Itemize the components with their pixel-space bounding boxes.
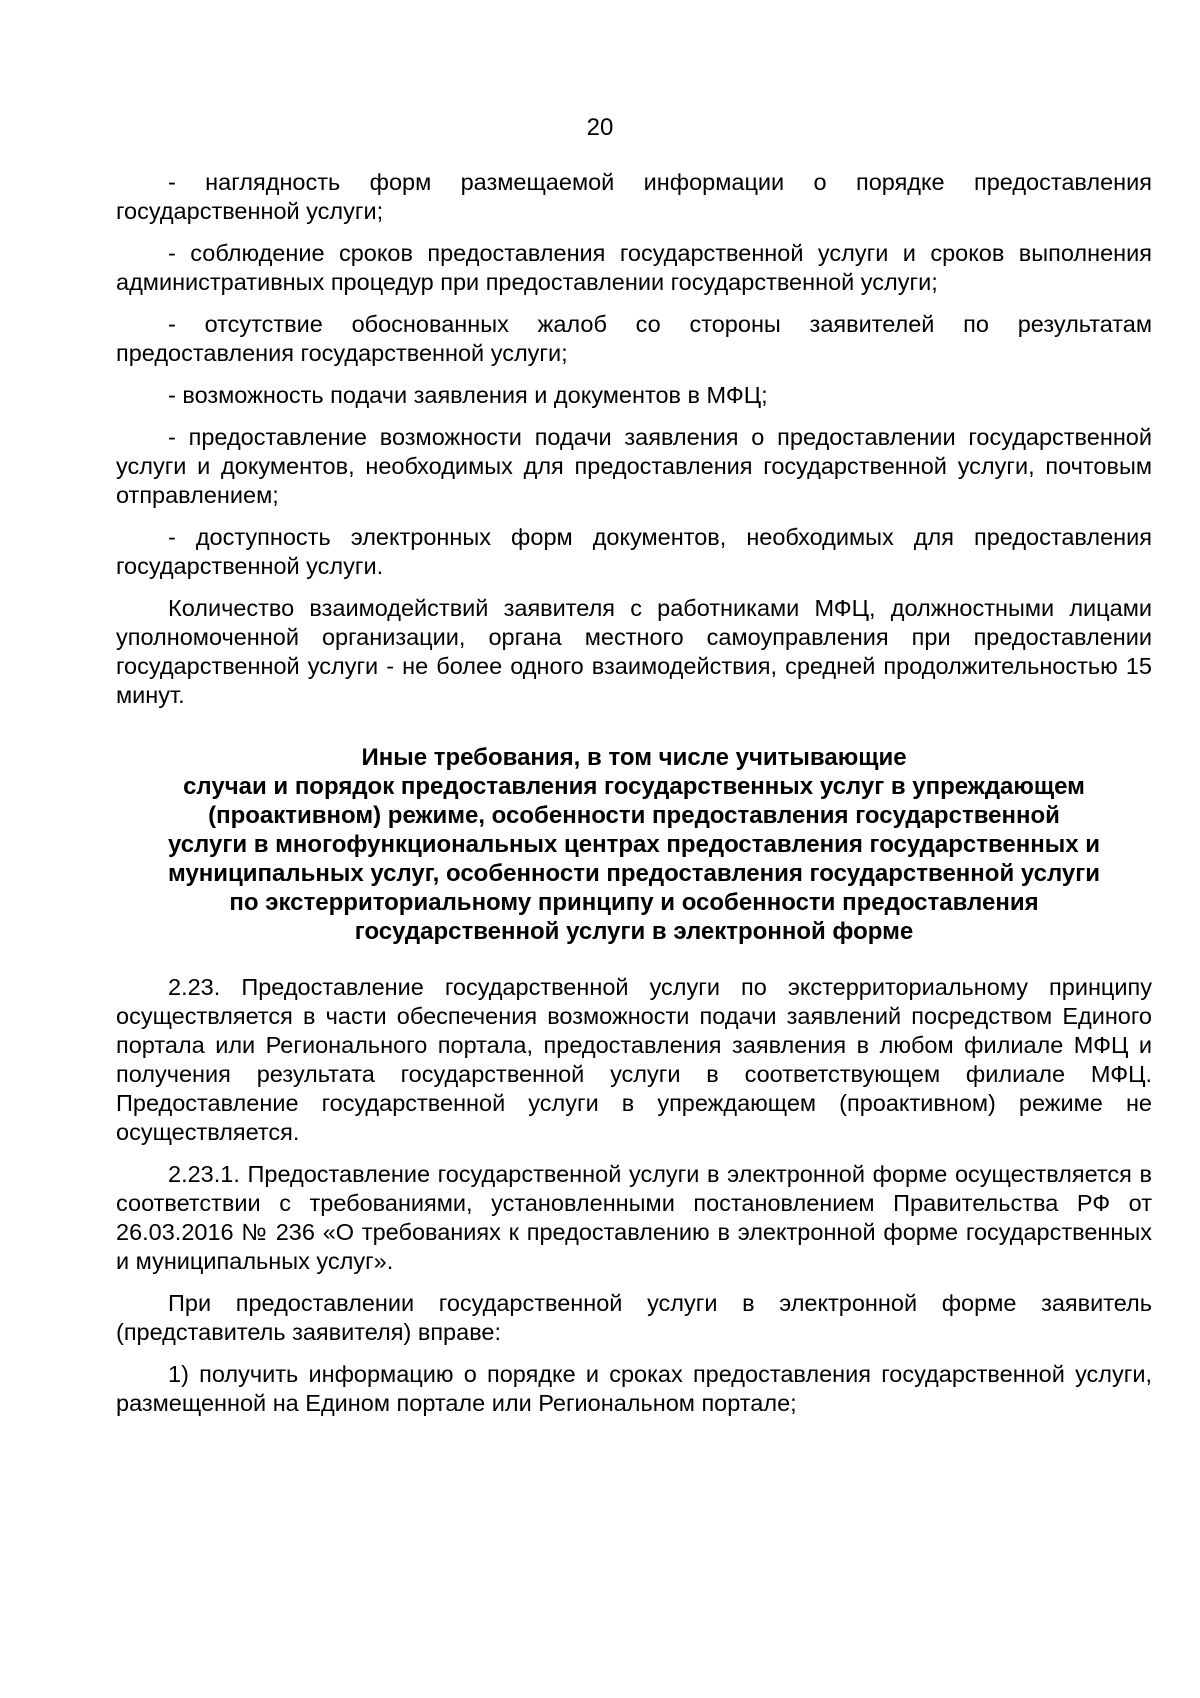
paragraph-deadlines: - соблюдение сроков предоставления государственной услуги и сроков выполнения административных процедур при предоставлении государственной услуги; xyxy=(116,240,1152,295)
paragraph-visual-forms: - наглядность форм размещаемой информации о порядке предоставления государственной услуги; xyxy=(116,169,1152,224)
paragraph-right-1: 1) получить информацию о порядке и сроках предоставления государственной услуги, размещенной на Едином портале или Региональном портале; xyxy=(116,1361,1152,1416)
paragraph-no-complaints: - отсутствие обоснованных жалоб со стороны заявителей по результатам предоставления государственной услуги; xyxy=(116,311,1152,366)
paragraph-interactions-count: Количество взаимодействий заявителя с работниками МФЦ, должностными лицами уполномоченной организации, органа местного самоуправления при предоставлении государственной услуги - не более одного взаимодействия, средней продолжительностью 15 минут. xyxy=(116,595,1152,708)
heading-line: государственной услуги в электронной форме xyxy=(354,918,914,945)
heading-line: (проактивном) режиме, особенности предоставления государственной xyxy=(208,802,1060,829)
paragraph-postal-submission: - предоставление возможности подачи заявления о предоставлении государственной услуги и документов, необходимых для предоставления государственной услуги, почтовым отправлением; xyxy=(116,424,1152,508)
page-number: 20 xyxy=(586,114,614,141)
document-body xyxy=(116,168,1152,1431)
paragraph-2-23: 2.23. Предоставление государственной услуги по экстерриториальному принципу осуществляется в части обеспечения возможности подачи заявлений посредством Единого портала или Регионального портала, предоставления заявления в любом филиале МФЦ и получения результата государственной услуги в соответствующем филиале МФЦ. Предоставление государственной услуги в упреждающем (проактивном) режиме не осуществляется. xyxy=(116,974,1152,1145)
paragraph-applicant-rights: При предоставлении государственной услуги в электронной форме заявитель (представитель заявителя) вправе: xyxy=(116,1290,1152,1345)
section-heading xyxy=(116,743,1152,946)
heading-line: Иные требования, в том числе учитывающие xyxy=(361,744,907,771)
paragraph-2-23-1: 2.23.1. Предоставление государственной услуги в электронной форме осуществляется в соответствии с требованиями, установленными постановлением Правительства РФ от 26.03.2016 № 236 «О требованиях к предоставлению в электронной форме государственных и муниципальных услуг». xyxy=(116,1161,1152,1274)
heading-line: по экстерриториальному принципу и особенности предоставления xyxy=(229,889,1039,916)
paragraph-electronic-forms: - доступность электронных форм документов, необходимых для предоставления государственной услуги. xyxy=(116,524,1152,579)
heading-line: услуги в многофункциональных центрах предоставления государственных и xyxy=(167,831,1101,858)
heading-line: случаи и порядок предоставления государственных услуг в упреждающем xyxy=(183,773,1085,800)
paragraph-mfc-submission: - возможность подачи заявления и документов в МФЦ; xyxy=(168,382,768,408)
heading-line: муниципальных услуг, особенности предоставления государственной услуги xyxy=(168,860,1100,887)
